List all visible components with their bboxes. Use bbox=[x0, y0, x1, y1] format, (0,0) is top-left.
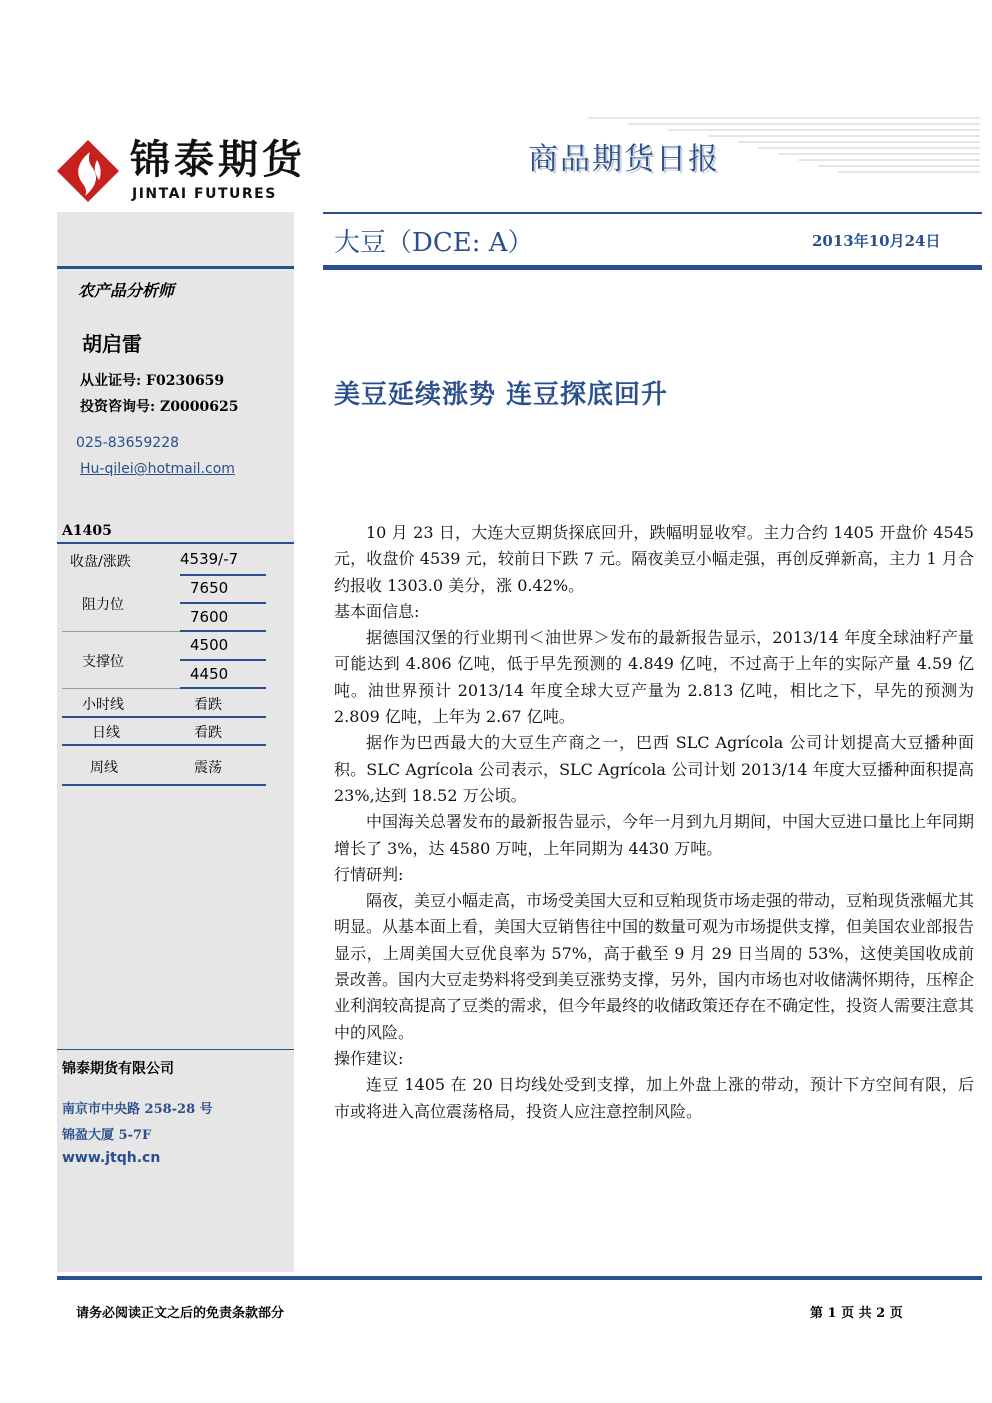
table-rule bbox=[180, 574, 266, 576]
report-date: 2013年10月24日 bbox=[812, 232, 941, 250]
brand-name-en: JINTAI FUTURES bbox=[132, 186, 277, 202]
footer-rule bbox=[57, 1276, 982, 1280]
resistance-value-1: 7650 bbox=[190, 579, 229, 597]
body-paragraph: 据作为巴西最大的大豆生产商之一，巴西 SLC Agrícola 公司计划提高大豆播种面积。SLC Agrícola 公司表示，SLC Agrícola 公司计划 2013/14 年度大豆播种面积提高 23%,达到 18.52 万公顷。 bbox=[334, 733, 974, 805]
analyst-email-link[interactable]: Hu-qilei@hotmail.com bbox=[80, 461, 235, 477]
body-paragraph: 10 月 23 日，大连大豆期货探底回升，跌幅明显收窄。主力合约 1405 开盘价 4545 元，收盘价 4539 元，较前日下跌 7 元。隔夜美豆小幅走强，再创反弹新高，主力 1 月合约报收 1303.0 美分，涨 0.42%。 bbox=[334, 523, 974, 595]
table-rule bbox=[180, 602, 266, 604]
table-rule bbox=[62, 744, 266, 746]
table-rule bbox=[180, 687, 266, 689]
table-rule bbox=[180, 630, 266, 632]
table-rule bbox=[57, 542, 294, 544]
sidebar-rule bbox=[57, 266, 294, 269]
company-name: 锦泰期货有限公司 bbox=[62, 1061, 174, 1077]
signal-label-hourly: 小时线 bbox=[82, 697, 124, 713]
jintai-logo-icon bbox=[57, 140, 119, 202]
table-rule bbox=[62, 716, 266, 718]
company-address-line-2: 锦盈大厦 5-7F bbox=[62, 1128, 152, 1143]
header-rule bbox=[323, 265, 982, 270]
body-paragraph: 隔夜，美豆小幅走高，市场受美国大豆和豆粕现货市场走强的带动，豆粕现货涨幅尤其明显。从基本面上看，美国大豆销售往中国的数量可观为市场提供支撑，但美国农业部报告显示，上周美国大豆优良率为 57%，高于截至 9 月 29 日当周的 53%，这使美国收成前景改善。国内大豆走势料将受到美豆涨势支撑，另外，国内市场也对收储满怀期待，压榨企业利润较高提高了豆类的需求，但今年最终的收储政策还存在不确定性，投资人需要注意其中的风险。 bbox=[334, 891, 975, 1042]
brand-name-cn: 锦泰期货 bbox=[130, 137, 306, 183]
report-type-title: 商品期货日报 bbox=[528, 142, 720, 177]
close-value: 4539/-7 bbox=[180, 550, 239, 568]
section-heading: 操作建议: bbox=[334, 1048, 404, 1068]
signal-label-daily: 日线 bbox=[92, 725, 120, 741]
body-paragraph: 连豆 1405 在 20 日均线处受到支撑，加上外盘上涨的带动，预计下方空间有限，后市或将进入高位震荡格局，投资人应注意控制风险。 bbox=[334, 1075, 974, 1121]
company-rule bbox=[57, 1049, 294, 1050]
resistance-value-2: 7600 bbox=[190, 608, 229, 626]
analyst-section-title: 农产品分析师 bbox=[78, 281, 175, 300]
footer-page-number: 第 1 页 共 2 页 bbox=[810, 1306, 903, 1321]
section-heading: 行情研判: bbox=[334, 864, 404, 884]
signal-value-weekly: 震荡 bbox=[194, 760, 222, 776]
analyst-name: 胡启雷 bbox=[82, 332, 142, 356]
body-paragraph: 中国海关总署发布的最新报告显示，今年一月到九月期间，中国大豆进口量比上年同期增长了 3%，达 4580 万吨，上年同期为 4430 万吨。 bbox=[334, 812, 975, 858]
company-address-line-1: 南京市中央路 258-28 号 bbox=[62, 1102, 213, 1117]
table-rule bbox=[62, 688, 180, 689]
signal-label-weekly: 周线 bbox=[90, 760, 118, 776]
analyst-consult-cert: 投资咨询号: Z0000625 bbox=[80, 399, 239, 415]
footer-disclaimer: 请务必阅读正文之后的免责条款部分 bbox=[76, 1306, 285, 1321]
header-rule bbox=[323, 212, 982, 214]
support-label: 支撑位 bbox=[82, 654, 124, 670]
support-value-2: 4450 bbox=[190, 665, 229, 683]
table-rule bbox=[62, 784, 266, 786]
article-body bbox=[334, 520, 974, 1125]
headline: 美豆延续涨势 连豆探底回升 bbox=[334, 380, 669, 410]
section-heading: 基本面信息: bbox=[334, 601, 420, 621]
close-label: 收盘/涨跌 bbox=[70, 554, 131, 570]
commodity-title: 大豆（DCE: A） bbox=[334, 228, 534, 258]
table-rule bbox=[62, 631, 180, 632]
body-paragraph: 据德国汉堡的行业期刊＜油世界＞发布的最新报告显示，2013/14 年度全球油籽产量可能达到 4.806 亿吨，低于早先预测的 4.849 亿吨，不过高于上年的实际产量 4.59 亿吨。油世界预计 2013/14 年度全球大豆产量为 2.813 亿吨，相比之下，早先的预测为 2.809 亿吨，上年为 2.67 亿吨。 bbox=[334, 628, 974, 727]
analyst-practice-cert: 从业证号: F0230659 bbox=[80, 373, 225, 389]
support-value-1: 4500 bbox=[190, 636, 229, 654]
table-rule bbox=[180, 659, 266, 661]
contract-code: A1405 bbox=[62, 523, 112, 539]
analyst-phone: 025-83659228 bbox=[76, 435, 180, 451]
signal-value-hourly: 看跌 bbox=[194, 697, 222, 713]
signal-value-daily: 看跌 bbox=[194, 725, 222, 741]
company-website-link[interactable]: www.jtqh.cn bbox=[62, 1150, 161, 1166]
resistance-label: 阻力位 bbox=[82, 597, 124, 613]
